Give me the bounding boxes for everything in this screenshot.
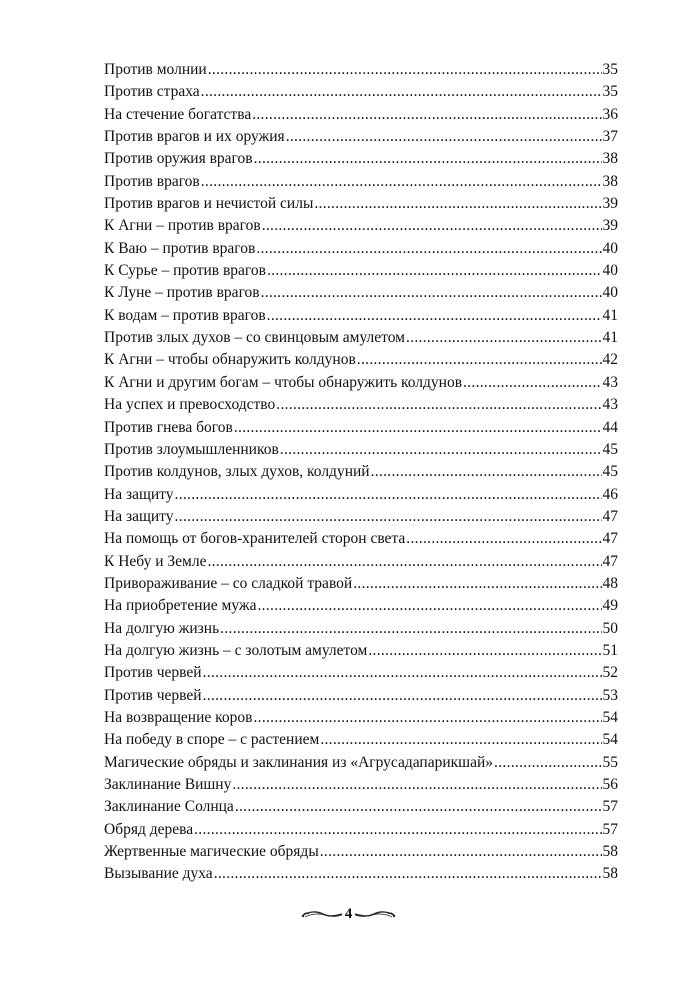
toc-entry (104, 81, 618, 103)
toc-entry-page-number: 52 (602, 664, 618, 682)
toc-entry-title: На стечение богатства (104, 105, 252, 123)
toc-entry-page-number: 58 (602, 843, 618, 861)
dot-leader (208, 59, 602, 81)
toc-entry-title: Против злоумышленников (104, 440, 279, 458)
dot-leader (320, 841, 602, 863)
toc-entry-page-number: 57 (602, 798, 618, 816)
toc-entry-page-number: 38 (602, 172, 618, 190)
toc-entry (104, 215, 618, 237)
toc-entry-title: К Сурье – против врагов (104, 262, 266, 280)
dot-leader (261, 282, 602, 304)
toc-entry-title: Против оружия врагов (104, 150, 253, 168)
dot-leader (194, 819, 601, 841)
dot-leader (314, 193, 601, 215)
toc-entry-title: Вызывание духа (104, 865, 213, 883)
toc-entry (104, 595, 618, 617)
toc-entry-page-number: 55 (602, 753, 618, 771)
toc-entry-page-number: 51 (602, 641, 618, 659)
dot-leader (253, 707, 601, 729)
dot-leader (463, 372, 601, 394)
toc-entry (104, 528, 618, 550)
toc-entry (104, 640, 618, 662)
toc-entry-title: На долгую жизнь (104, 619, 220, 637)
toc-entry-page-number: 40 (602, 284, 618, 302)
table-of-contents (104, 59, 618, 886)
dot-leader (214, 863, 602, 885)
dot-leader (353, 573, 601, 595)
toc-entry (104, 819, 618, 841)
toc-entry-title: Привораживание – со сладкой травой (104, 574, 353, 592)
toc-entry (104, 327, 618, 349)
dot-leader (286, 126, 602, 148)
toc-entry-page-number: 39 (602, 217, 618, 235)
toc-entry (104, 729, 618, 751)
toc-entry-title: На приобретение мужа (104, 597, 257, 615)
toc-entry-title: К Агни и другим богам – чтобы обнаружить колдунов (104, 373, 463, 391)
toc-entry-page-number: 45 (602, 440, 618, 458)
toc-entry-page-number: 47 (602, 507, 618, 525)
dot-leader (252, 104, 601, 126)
dot-leader (276, 394, 601, 416)
toc-entry (104, 439, 618, 461)
toc-entry (104, 394, 618, 416)
toc-entry (104, 282, 618, 304)
toc-entry-page-number: 35 (602, 61, 618, 78)
toc-entry-page-number: 43 (602, 396, 618, 414)
toc-entry-page-number: 54 (602, 731, 618, 749)
toc-entry-page-number: 44 (602, 418, 618, 436)
dot-leader (254, 148, 602, 170)
page-footer (0, 902, 697, 926)
toc-entry (104, 148, 618, 170)
toc-entry (104, 349, 618, 371)
toc-entry-title: На защиту (104, 485, 174, 503)
dot-leader (203, 662, 602, 684)
dot-leader (262, 215, 602, 237)
dot-leader (406, 528, 601, 550)
page-number: 4 (344, 906, 353, 922)
swash-ornament-right-icon (354, 908, 396, 920)
toc-entry (104, 573, 618, 595)
toc-entry-title: К Небу и Земле (104, 552, 207, 570)
toc-entry-page-number: 41 (602, 306, 618, 324)
toc-entry (104, 707, 618, 729)
dot-leader (203, 685, 602, 707)
toc-entry-page-number: 43 (602, 373, 618, 391)
toc-entry-title: Против страха (104, 83, 200, 101)
toc-entry-page-number: 47 (602, 530, 618, 548)
dot-leader (267, 305, 602, 327)
dot-leader (201, 81, 602, 103)
toc-entry (104, 774, 618, 796)
toc-entry-page-number: 47 (602, 552, 618, 570)
toc-entry-title: Против злых духов – со свинцовым амулетом (104, 329, 405, 347)
toc-entry (104, 59, 618, 81)
toc-entry-page-number: 45 (602, 463, 618, 481)
dot-leader (175, 484, 602, 506)
toc-entry-page-number: 40 (602, 239, 618, 257)
toc-entry (104, 126, 618, 148)
toc-entry-title: На помощь от богов-хранителей сторон света (104, 530, 406, 548)
toc-entry-title: Обряд дерева (104, 820, 194, 838)
dot-leader (234, 417, 602, 439)
dot-leader (357, 349, 602, 371)
dot-leader (320, 729, 601, 751)
dot-leader (232, 774, 601, 796)
toc-entry-page-number: 46 (602, 485, 618, 503)
toc-entry (104, 260, 618, 282)
toc-entry-page-number: 39 (602, 195, 618, 213)
dot-leader (235, 796, 602, 818)
toc-entry-page-number: 50 (602, 619, 618, 637)
dot-leader (494, 752, 601, 774)
toc-entry-page-number: 42 (602, 351, 618, 369)
toc-entry-title: К Агни – против врагов (104, 217, 261, 235)
toc-entry-page-number: 53 (602, 686, 618, 704)
toc-entry-title: Жертвенные магические обряды (104, 843, 319, 861)
toc-entry (104, 372, 618, 394)
toc-entry-title: К Луне – против врагов (104, 284, 260, 302)
toc-entry-title: На успех и превосходство (104, 396, 276, 414)
dot-leader (371, 461, 602, 483)
toc-entry (104, 461, 618, 483)
dot-leader (220, 618, 601, 640)
toc-entry (104, 796, 618, 818)
toc-entry-page-number: 48 (602, 574, 618, 592)
toc-entry (104, 752, 618, 774)
toc-entry-title: На защиту (104, 507, 174, 525)
toc-entry-page-number: 38 (602, 150, 618, 168)
swash-ornament-left-icon (301, 908, 343, 920)
toc-entry (104, 417, 618, 439)
toc-entry (104, 238, 618, 260)
toc-entry-title: Против гнева богов (104, 418, 233, 436)
toc-entry-page-number: 57 (602, 820, 618, 838)
toc-entry (104, 863, 618, 885)
toc-entry (104, 841, 618, 863)
toc-entry-title: К Агни – чтобы обнаружить колдунов (104, 351, 356, 369)
toc-entry (104, 662, 618, 684)
toc-entry-page-number: 35 (602, 83, 618, 101)
toc-entry-page-number: 36 (602, 105, 618, 123)
toc-entry (104, 685, 618, 707)
dot-leader (267, 260, 602, 282)
toc-entry (104, 551, 618, 573)
toc-entry-title: Против врагов и нечистой силы (104, 195, 314, 213)
toc-entry (104, 171, 618, 193)
toc-entry-title: К Ваю – против врагов (104, 239, 256, 257)
toc-entry (104, 193, 618, 215)
toc-entry-page-number: 56 (602, 776, 618, 793)
dot-leader (201, 171, 602, 193)
toc-entry (104, 305, 618, 327)
dot-leader (207, 551, 601, 573)
toc-entry-title: Против колдунов, злых духов, колдуний (104, 463, 370, 481)
toc-entry (104, 484, 618, 506)
toc-entry-title: На возвращение коров (104, 708, 253, 726)
toc-entry-title: Против врагов (104, 172, 200, 190)
toc-entry-title: Против молнии (104, 61, 207, 78)
toc-entry (104, 506, 618, 528)
dot-leader (256, 238, 601, 260)
toc-entry-page-number: 54 (602, 708, 618, 726)
toc-entry-page-number: 49 (602, 597, 618, 615)
toc-entry-title: Против червей (104, 686, 202, 704)
dot-leader (280, 439, 602, 461)
dot-leader (175, 506, 602, 528)
dot-leader (368, 640, 601, 662)
toc-entry-page-number: 41 (602, 329, 618, 347)
dot-leader (406, 327, 602, 349)
toc-entry-page-number: 37 (602, 128, 618, 146)
toc-entry-page-number: 40 (602, 262, 618, 280)
toc-entry (104, 618, 618, 640)
toc-entry-title: Магические обряды и заклинания из «Агрусадапарикшай» (104, 753, 494, 771)
toc-entry-title: Заклинание Вишну (104, 776, 232, 793)
toc-entry-title: К водам – против врагов (104, 306, 266, 324)
dot-leader (258, 595, 602, 617)
toc-entry-page-number: 58 (602, 865, 618, 883)
toc-entry (104, 104, 618, 126)
toc-entry-title: Против врагов и их оружия (104, 128, 285, 146)
toc-entry-title: На победу в споре – с растением (104, 731, 320, 749)
toc-entry-title: На долгую жизнь – с золотым амулетом (104, 641, 368, 659)
toc-entry-title: Заклинание Солнца (104, 798, 234, 816)
toc-entry-title: Против червей (104, 664, 202, 682)
